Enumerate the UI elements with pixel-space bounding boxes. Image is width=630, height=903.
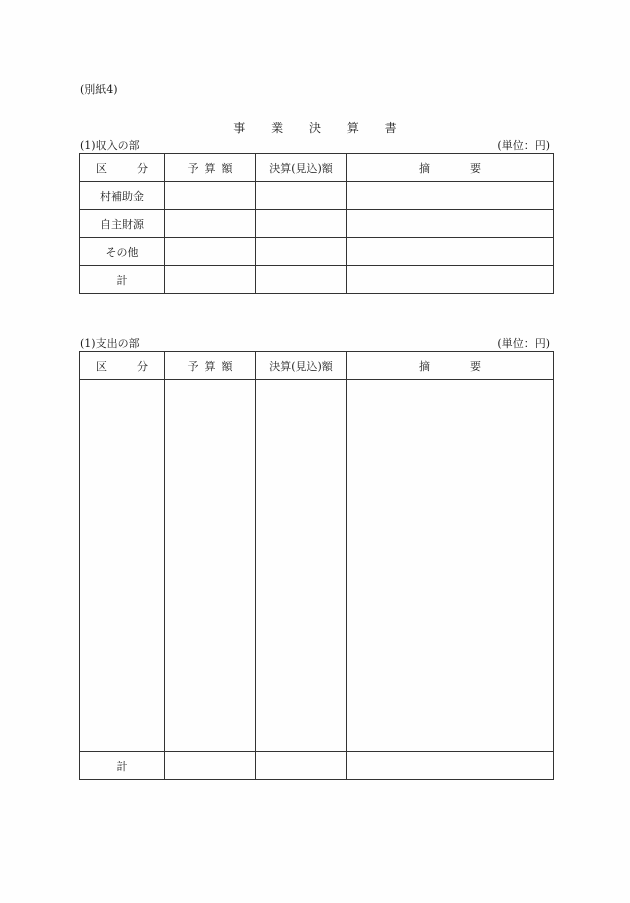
income-table xyxy=(79,153,554,294)
budget-cell xyxy=(165,266,256,294)
expense-unit-label: (単位：円) xyxy=(497,337,550,350)
header-category: 区 分 xyxy=(80,154,165,182)
header-budget: 予 算 額 xyxy=(165,154,256,182)
settled-cell xyxy=(256,210,347,238)
settled-cell xyxy=(256,182,347,210)
title-char: 決 xyxy=(308,121,321,135)
summary-cell xyxy=(347,238,554,266)
header-summary: 摘 要 xyxy=(347,352,554,380)
summary-cell xyxy=(347,182,554,210)
settled-cell xyxy=(256,752,347,780)
title-char: 業 xyxy=(271,121,284,135)
title-char: 事 xyxy=(233,121,246,135)
header-category: 区 分 xyxy=(80,352,165,380)
settled-cell xyxy=(256,238,347,266)
row-label: その他 xyxy=(80,238,165,266)
row-label: 自主財源 xyxy=(80,210,165,238)
budget-cell xyxy=(165,380,256,752)
summary-cell xyxy=(347,752,554,780)
header-summary: 摘 要 xyxy=(347,154,554,182)
expense-section-label: (1)支出の部 xyxy=(80,337,140,350)
title-char: 算 xyxy=(346,121,359,135)
header-settled: 決算(見込)額 xyxy=(256,154,347,182)
row-label: 計 xyxy=(80,266,165,294)
settled-cell xyxy=(256,380,347,752)
budget-cell xyxy=(165,210,256,238)
expense-header-row xyxy=(80,352,554,380)
budget-cell xyxy=(165,182,256,210)
document-title xyxy=(0,119,630,136)
income-unit-label: (単位：円) xyxy=(497,139,550,152)
attachment-label: (別紙4) xyxy=(80,83,118,96)
budget-cell xyxy=(165,752,256,780)
total-row xyxy=(80,752,554,780)
settled-cell xyxy=(256,266,347,294)
summary-cell xyxy=(347,380,554,752)
title-char: 書 xyxy=(384,121,397,135)
row-label: 村補助金 xyxy=(80,182,165,210)
total-row xyxy=(80,266,554,294)
expense-table xyxy=(79,351,554,780)
row-label: 計 xyxy=(80,752,165,780)
header-budget: 予 算 額 xyxy=(165,352,256,380)
table-row xyxy=(80,238,554,266)
table-row xyxy=(80,182,554,210)
summary-cell xyxy=(347,266,554,294)
summary-cell xyxy=(347,210,554,238)
income-header-row xyxy=(80,154,554,182)
header-settled: 決算(見込)額 xyxy=(256,352,347,380)
category-cell xyxy=(80,380,165,752)
expense-body-row xyxy=(80,380,554,752)
budget-cell xyxy=(165,238,256,266)
income-section-label: (1)収入の部 xyxy=(80,139,140,152)
table-row xyxy=(80,210,554,238)
